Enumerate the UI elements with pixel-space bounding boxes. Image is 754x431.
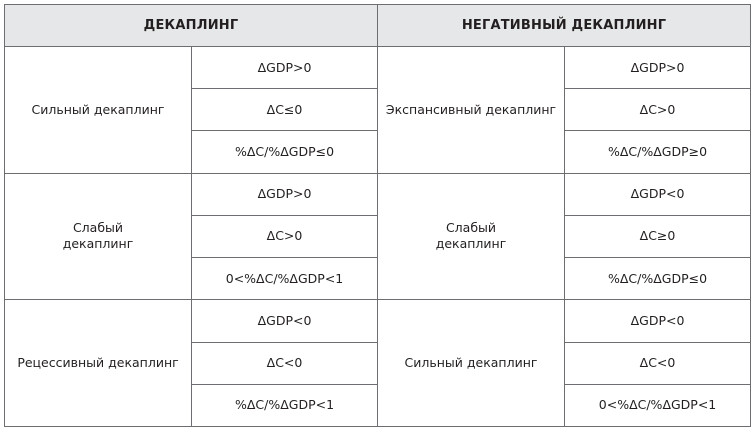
left-condition-cell: ΔC<0: [192, 342, 378, 384]
right-condition-cell: ΔC<0: [565, 342, 751, 384]
table-row: [5, 47, 751, 89]
left-condition-cell: ΔGDP>0: [192, 47, 378, 89]
right-label-expansive-decoupling: Экспансивный декаплинг: [385, 101, 557, 117]
header-negative-decoupling: НЕГАТИВНЫЙ ДЕКАПЛИНГ: [378, 5, 751, 47]
left-condition-cell: ΔC>0: [192, 215, 378, 257]
right-label-weak-decoupling: Слабый декаплинг: [435, 220, 507, 252]
decoupling-table: [4, 4, 751, 427]
header-decoupling: ДЕКАПЛИНГ: [5, 5, 378, 47]
left-condition-cell: ΔC≤0: [192, 89, 378, 131]
right-condition-cell: 0<%ΔC/%ΔGDP<1: [565, 384, 751, 426]
right-condition-cell: ΔC≥0: [565, 215, 751, 257]
left-condition-cell: %ΔC/%ΔGDP<1: [192, 384, 378, 426]
left-label-cell: [5, 173, 192, 300]
right-label-cell: [378, 173, 565, 300]
right-condition-cell: %ΔC/%ΔGDP≤0: [565, 258, 751, 300]
right-label-cell: [378, 47, 565, 174]
left-condition-cell: 0<%ΔC/%ΔGDP<1: [192, 258, 378, 300]
left-label-strong-decoupling: Сильный декаплинг: [31, 101, 165, 117]
right-condition-cell: ΔC>0: [565, 89, 751, 131]
right-label-strong-decoupling: Сильный декаплинг: [404, 355, 538, 371]
right-label-cell: [378, 300, 565, 427]
right-condition-cell: ΔGDP>0: [565, 47, 751, 89]
left-label-cell: [5, 300, 192, 427]
left-condition-cell: ΔGDP<0: [192, 300, 378, 342]
left-label-cell: [5, 47, 192, 174]
left-label-weak-decoupling: Слабый декаплинг: [62, 220, 134, 252]
table-row: [5, 300, 751, 342]
right-condition-cell: ΔGDP<0: [565, 300, 751, 342]
header-row: [5, 5, 751, 47]
right-condition-cell: %ΔC/%ΔGDP≥0: [565, 131, 751, 173]
right-condition-cell: ΔGDP<0: [565, 173, 751, 215]
left-condition-cell: %ΔC/%ΔGDP≤0: [192, 131, 378, 173]
left-label-recessive-decoupling: Рецессивный декаплинг: [17, 355, 179, 371]
left-condition-cell: ΔGDP>0: [192, 173, 378, 215]
table-row: [5, 173, 751, 215]
